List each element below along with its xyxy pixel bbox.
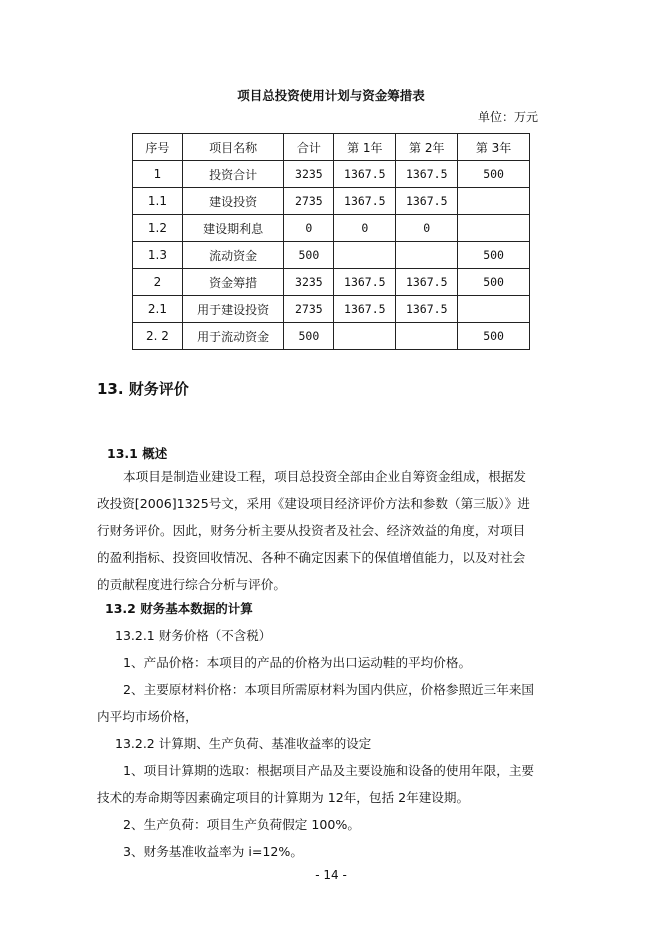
table-cell: 0 bbox=[334, 215, 396, 242]
table-cell: 500 bbox=[458, 269, 530, 296]
page-number: - 14 - bbox=[315, 868, 347, 882]
basic-data-body bbox=[97, 622, 552, 865]
table-cell: 资金筹措 bbox=[182, 269, 284, 296]
column-header: 项目名称 bbox=[182, 134, 284, 161]
paragraph-line: 的贡献程度进行综合分析与评价。 bbox=[97, 577, 286, 592]
item-material-price: 2、主要原材料价格：本项目所需原材料为国内供应，价格参照近三年来国 bbox=[123, 682, 535, 697]
table-cell: 2735 bbox=[284, 296, 334, 323]
table-cell: 用于流动资金 bbox=[182, 323, 284, 350]
table-row bbox=[133, 269, 530, 296]
table-cell: 1367.5 bbox=[334, 269, 396, 296]
table-cell: 2 bbox=[133, 269, 183, 296]
table-cell: 投资合计 bbox=[182, 161, 284, 188]
subsection-heading-overview: 13.1 概述 bbox=[107, 446, 168, 461]
item-calc-period-cont: 技术的寿命期等因素确定项目的计算期为 12年，包括 2年建设期。 bbox=[97, 790, 470, 805]
table-cell: 2. 2 bbox=[133, 323, 183, 350]
table-cell: 1 bbox=[133, 161, 183, 188]
table-cell: 3235 bbox=[284, 269, 334, 296]
table-cell: 0 bbox=[396, 215, 458, 242]
table-cell: 1367.5 bbox=[396, 188, 458, 215]
table-cell: 2735 bbox=[284, 188, 334, 215]
paragraph-line: 改投资[2006]1325号文，采用《建设项目经济评价方法和参数（第三版）》进 bbox=[97, 496, 530, 511]
table-cell bbox=[458, 215, 530, 242]
paragraph-line: 本项目是制造业建设工程，项目总投资全部由企业自筹资金组成，根据发 bbox=[123, 469, 526, 484]
table-cell: 500 bbox=[284, 242, 334, 269]
table-cell: 建设期利息 bbox=[182, 215, 284, 242]
table-cell: 1.1 bbox=[133, 188, 183, 215]
item-calc-period: 1、项目计算期的选取：根据项目产品及主要设施和设备的使用年限，主要 bbox=[123, 763, 535, 778]
column-header: 合计 bbox=[284, 134, 334, 161]
table-row bbox=[133, 215, 530, 242]
unit-label: 单位：万元 bbox=[477, 110, 538, 124]
table-cell: 0 bbox=[284, 215, 334, 242]
table-cell: 2.1 bbox=[133, 296, 183, 323]
table-cell: 建设投资 bbox=[182, 188, 284, 215]
table-cell bbox=[396, 242, 458, 269]
table-row bbox=[133, 161, 530, 188]
table-cell bbox=[396, 323, 458, 350]
section-heading: 13. 财务评价 bbox=[97, 380, 189, 398]
table-cell: 500 bbox=[284, 323, 334, 350]
table-cell bbox=[334, 323, 396, 350]
sub-heading-period: 13.2.2 计算期、生产负荷、基准收益率的设定 bbox=[115, 736, 372, 751]
overview-paragraph bbox=[97, 463, 552, 598]
paragraph-line: 行财务评价。因此，财务分析主要从投资者及社会、经济效益的角度，对项目 bbox=[97, 523, 526, 538]
paragraph-line: 的盈利指标、投资回收情况、各种不确定因素下的保值增值能力，以及对社会 bbox=[97, 550, 526, 565]
table-header-row bbox=[133, 134, 530, 161]
table-row bbox=[133, 242, 530, 269]
column-header: 序号 bbox=[133, 134, 183, 161]
table-cell: 1367.5 bbox=[334, 161, 396, 188]
table-cell: 500 bbox=[458, 161, 530, 188]
investment-plan-table bbox=[132, 133, 530, 350]
subsection-heading-basic-data: 13.2 财务基本数据的计算 bbox=[105, 601, 253, 616]
table-cell: 用于建设投资 bbox=[182, 296, 284, 323]
item-production-load: 2、生产负荷：项目生产负荷假定 100%。 bbox=[123, 817, 360, 832]
table-cell: 1367.5 bbox=[334, 188, 396, 215]
table-cell: 3235 bbox=[284, 161, 334, 188]
table-row bbox=[133, 323, 530, 350]
table-cell: 1367.5 bbox=[334, 296, 396, 323]
table-cell: 1367.5 bbox=[396, 296, 458, 323]
column-header: 第 2年 bbox=[396, 134, 458, 161]
column-header: 第 3年 bbox=[458, 134, 530, 161]
table-cell bbox=[458, 296, 530, 323]
table-cell bbox=[458, 188, 530, 215]
table-cell: 1367.5 bbox=[396, 161, 458, 188]
table-row bbox=[133, 296, 530, 323]
item-material-price-cont: 内平均市场价格， bbox=[97, 709, 198, 724]
table-cell: 500 bbox=[458, 242, 530, 269]
item-product-price: 1、产品价格：本项目的产品的价格为出口运动鞋的平均价格。 bbox=[123, 655, 472, 670]
table-cell: 1.3 bbox=[133, 242, 183, 269]
table-cell bbox=[334, 242, 396, 269]
table-cell: 流动资金 bbox=[182, 242, 284, 269]
sub-heading-price: 13.2.1 财务价格（不含税） bbox=[115, 628, 272, 643]
table-title: 项目总投资使用计划与资金筹措表 bbox=[237, 88, 425, 103]
column-header: 第 1年 bbox=[334, 134, 396, 161]
table-cell: 500 bbox=[458, 323, 530, 350]
table-row bbox=[133, 188, 530, 215]
item-benchmark-rate: 3、财务基准收益率为 i=12%。 bbox=[123, 844, 303, 859]
table-cell: 1367.5 bbox=[396, 269, 458, 296]
table-cell: 1.2 bbox=[133, 215, 183, 242]
